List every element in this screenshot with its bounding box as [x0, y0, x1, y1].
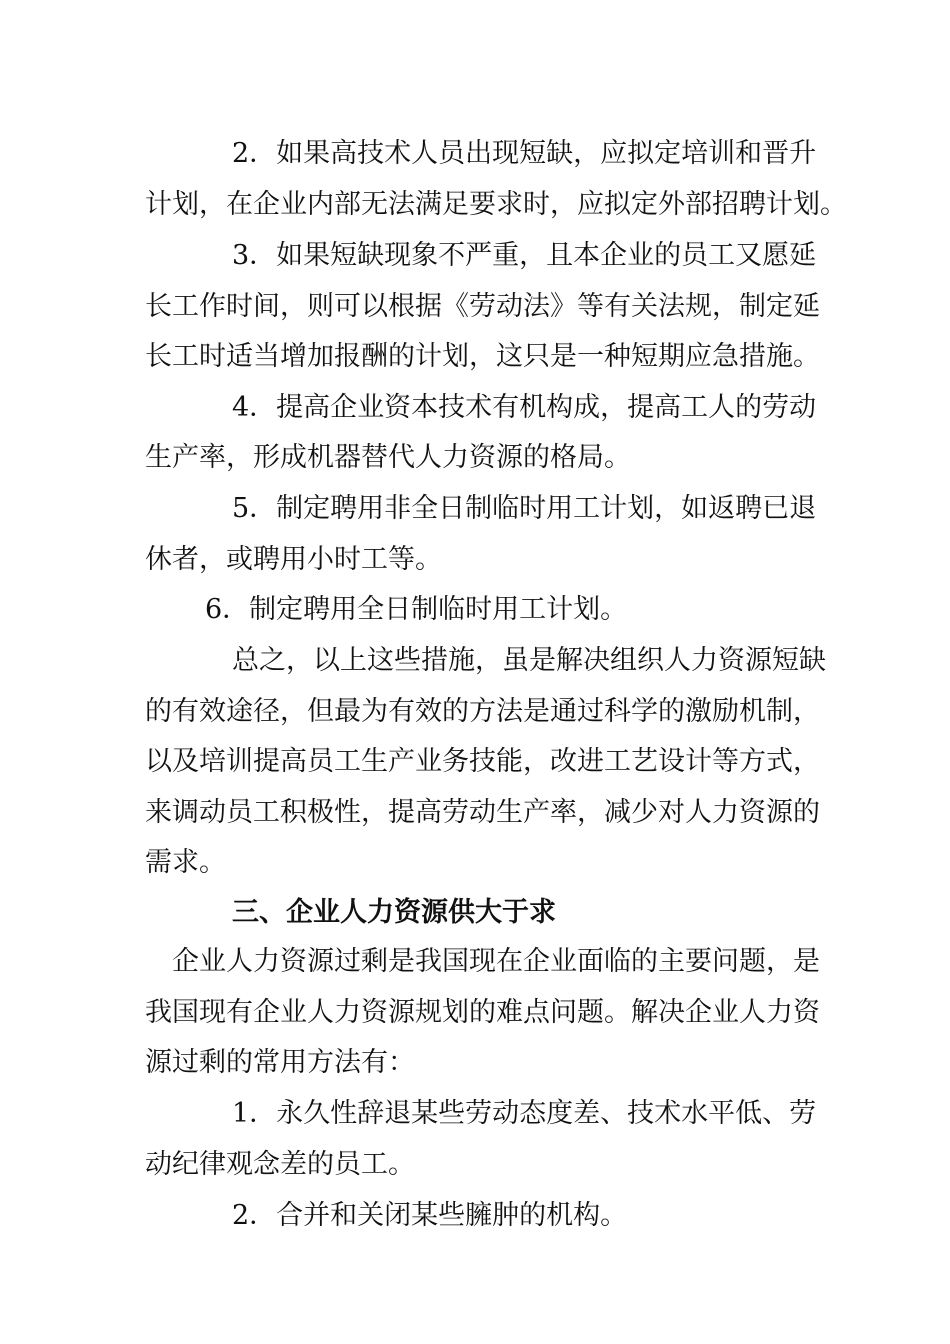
summary-line-5: 需求。 [145, 847, 226, 878]
surplus-item-1-line-1: 1．永久性辞退某些劳动态度差、技术水平低、劳 [232, 1098, 817, 1129]
summary-line-4: 来调动员工积极性，提高劳动生产率，减少对人力资源的 [145, 797, 820, 828]
paragraph-5-line-2: 休者，或聘用小时工等。 [145, 544, 442, 575]
paragraph-4-line-1: 4．提高企业资本技术有机构成，提高工人的劳动 [232, 392, 817, 423]
summary-line-3: 以及培训提高员工生产业务技能，改进工艺设计等方式， [145, 746, 820, 777]
paragraph-5-line-1: 5．制定聘用非全日制临时用工计划，如返聘已退 [232, 493, 817, 524]
paragraph-3-line-3: 长工时适当增加报酬的计划，这只是一种短期应急措施。 [145, 341, 820, 372]
summary-line-1: 总之，以上这些措施，虽是解决组织人力资源短缺 [232, 645, 826, 676]
paragraph-3-line-1: 3．如果短缺现象不严重，且本企业的员工又愿延 [232, 240, 817, 271]
section-heading: 三、企业人力资源供大于求 [232, 897, 556, 928]
paragraph-2-line-1: 2．如果高技术人员出现短缺，应拟定培训和晋升 [232, 138, 817, 169]
paragraph-4-line-2: 生产率，形成机器替代人力资源的格局。 [145, 442, 631, 473]
paragraph-3-line-2: 长工作时间，则可以根据《劳动法》等有关法规，制定延 [145, 291, 820, 322]
surplus-item-2-line-1: 2．合并和关闭某些臃肿的机构。 [232, 1200, 628, 1231]
surplus-item-1-line-2: 动纪律观念差的员工。 [145, 1149, 415, 1180]
intro-line-3: 源过剩的常用方法有： [145, 1047, 415, 1078]
paragraph-2-line-2: 计划，在企业内部无法满足要求时，应拟定外部招聘计划。 [145, 189, 847, 220]
summary-line-2: 的有效途径，但最为有效的方法是通过科学的激励机制， [145, 696, 820, 727]
paragraph-6-line-1: 6．制定聘用全日制临时用工计划。 [205, 594, 628, 625]
intro-line-1: 企业人力资源过剩是我国现在企业面临的主要问题，是 [172, 946, 820, 977]
intro-line-2: 我国现有企业人力资源规划的难点问题。解决企业人力资 [145, 997, 820, 1028]
